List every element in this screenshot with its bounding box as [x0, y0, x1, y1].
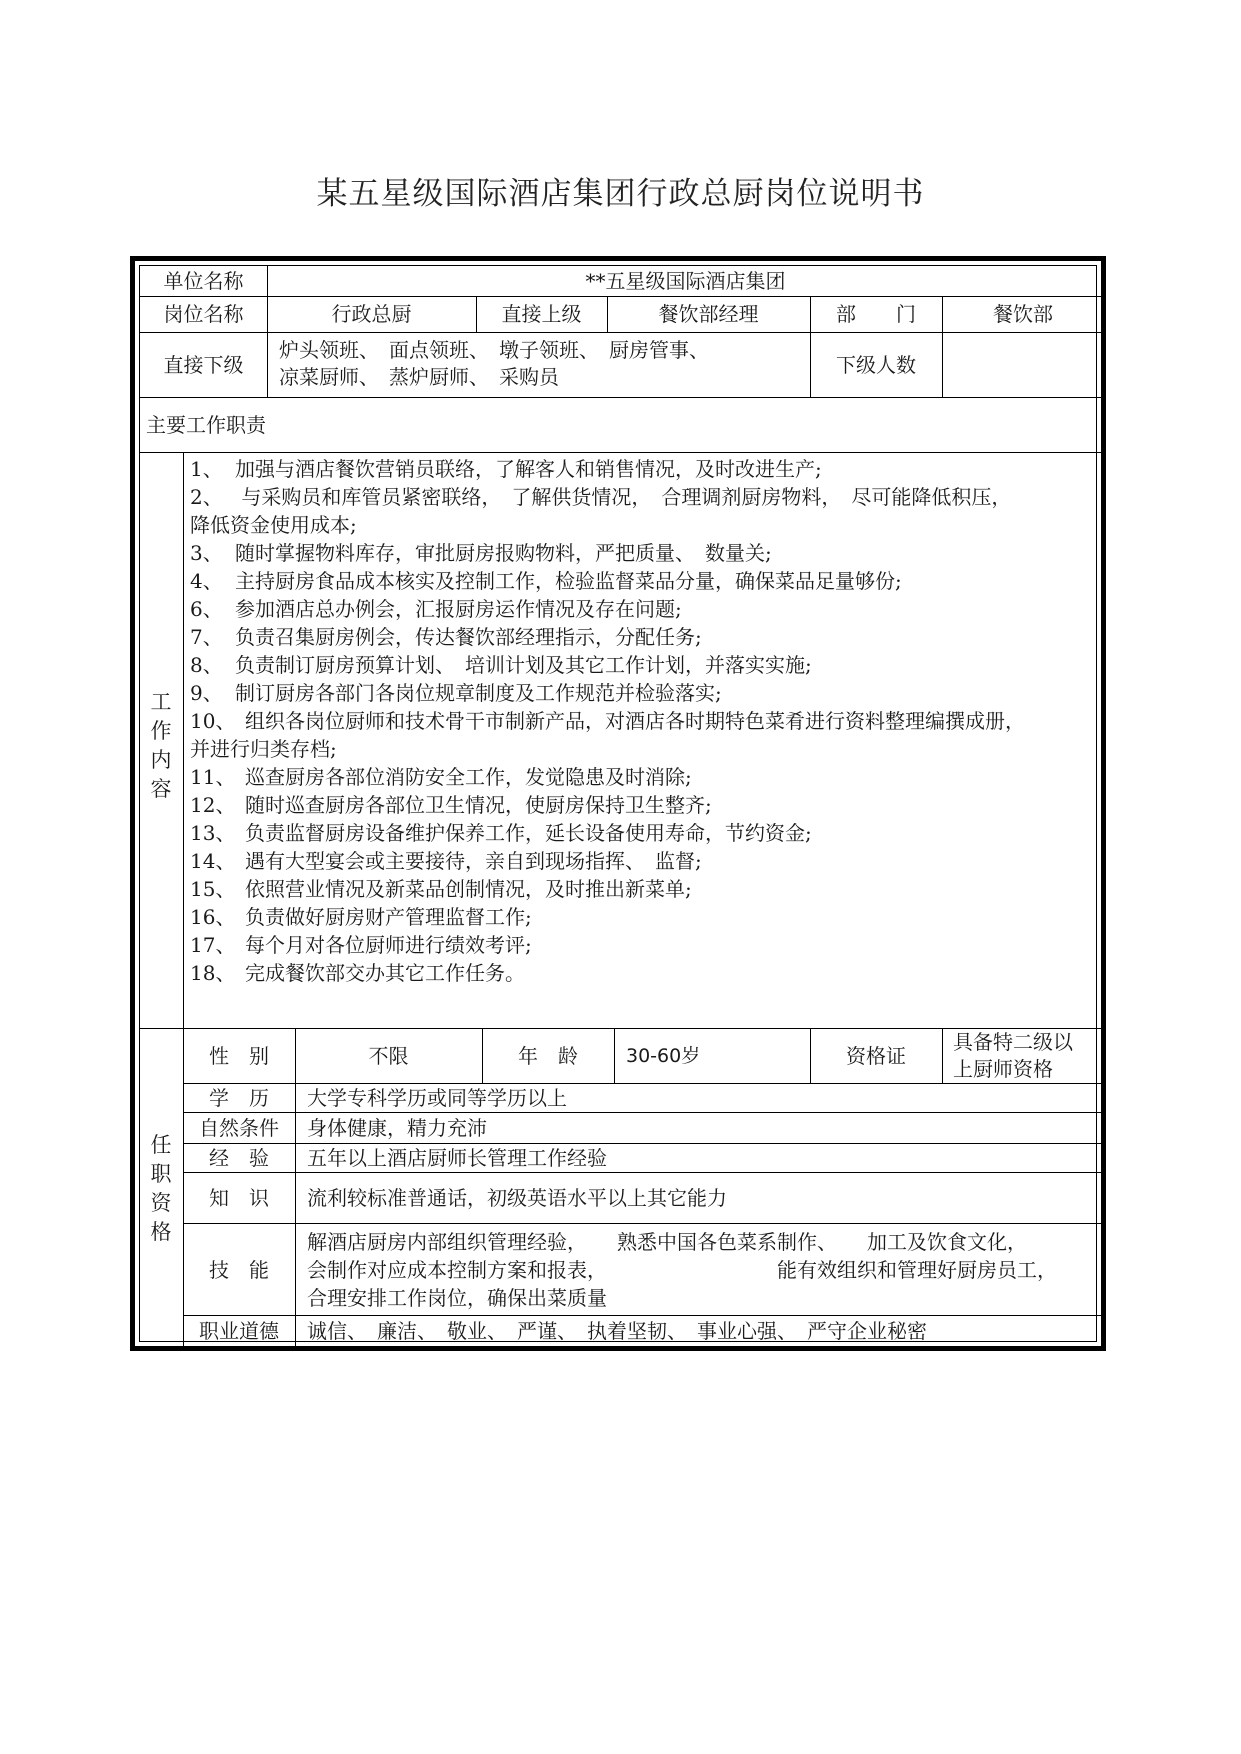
document-title: 某五星级国际酒店集团行政总厨岗位说明书 [316, 176, 925, 212]
gender-value: 不限 [368, 1044, 409, 1068]
duty-item: 18、 完成餐饮部交办其它工作任务。 [190, 961, 525, 985]
subordinate-label: 直接下级 [163, 353, 244, 377]
education-value: 大学专科学历或同等学历以上 [307, 1086, 567, 1110]
age-label: 年 龄 [518, 1044, 578, 1068]
knowledge-label: 知 识 [209, 1186, 269, 1210]
skills-label: 技 能 [209, 1258, 269, 1282]
duty-item: 4、 主持厨房食品成本核实及控制工作，检验监督菜品分量，确保菜品足量够份; [190, 569, 902, 593]
duty-item: 6、 参加酒店总办例会，汇报厨房运作情况及存在问题; [190, 597, 682, 621]
duty-item: 16、 负责做好厨房财产管理监督工作; [190, 905, 532, 929]
education-label: 学 历 [209, 1086, 269, 1110]
physical-condition-value: 身体健康，精力充沛 [307, 1116, 487, 1140]
duty-item: 12、 随时巡查厨房各部位卫生情况，使厨房保持卫生整齐; [190, 793, 712, 817]
department-value: 餐饮部 [993, 302, 1053, 326]
subordinate-line-1: 炉头领班、 面点领班、 墩子领班、 厨房管事、 [279, 338, 709, 362]
knowledge-value: 流利较标准普通话，初级英语水平以上其它能力 [307, 1186, 727, 1210]
age-value: 30-60岁 [626, 1045, 701, 1067]
skills-line-2: 会制作对应成本控制方案和报表， 能有效组织和管理好厨房员工， [307, 1258, 1057, 1282]
experience-label: 经 验 [209, 1146, 269, 1170]
duty-item: 11、 巡查厨房各部位消防安全工作，发觉隐患及时消除; [190, 765, 692, 789]
duty-item-continued: 降低资金使用成本; [190, 513, 357, 537]
duty-item: 8、 负责制订厨房预算计划、 培训计划及其它工作计划，并落实实施; [190, 653, 812, 677]
duty-item: 13、 负责监督厨房设备维护保养工作，延长设备使用寿命，节约资金; [190, 821, 812, 845]
position-name-label: 岗位名称 [163, 302, 244, 326]
duty-item: 2、 与采购员和库管员紧密联络， 了解供货情况， 合理调剂厨房物料， 尽可能降低积压， [190, 485, 1012, 509]
physical-condition-label: 自然条件 [199, 1116, 279, 1140]
skills-line-1: 解酒店厨房内部组织管理经验， 熟悉中国各色菜系制作、 加工及饮食文化， [307, 1230, 1027, 1254]
ethics-label: 职业道德 [199, 1319, 279, 1343]
skills-line-3: 合理安排工作岗位，确保出菜质量 [307, 1286, 607, 1310]
duty-item: 1、 加强与酒店餐饮营销员联络，了解客人和销售情况，及时改进生产; [190, 457, 822, 481]
duty-item: 14、 遇有大型宴会或主要接待，亲自到现场指挥、 监督; [190, 849, 702, 873]
duty-item: 17、 每个月对各位厨师进行绩效考评; [190, 933, 532, 957]
experience-value: 五年以上酒店厨师长管理工作经验 [307, 1146, 607, 1170]
duty-item: 3、 随时掌握物料库存，审批厨房报购物料，严把质量、 数量关; [190, 541, 772, 565]
gender-label: 性 别 [209, 1044, 269, 1068]
ethics-value: 诚信、 廉洁、 敬业、 严谨、 执着坚韧、 事业心强、 严守企业秘密 [307, 1319, 927, 1343]
subordinate-line-2: 凉菜厨师、 蒸炉厨师、 采购员 [279, 365, 559, 389]
subordinate-count-label: 下级人数 [836, 353, 916, 377]
work-content-label: 工作内容 [150, 690, 172, 801]
certificate-value-line-2: 上厨师资格 [953, 1057, 1053, 1081]
table-inner-frame [139, 265, 1097, 1342]
unit-name-value: **五星级国际酒店集团 [585, 269, 786, 293]
duty-item-continued: 并进行归类存档; [190, 737, 337, 761]
duty-item: 9、 制订厨房各部门各岗位规章制度及工作规范并检验落实; [190, 681, 722, 705]
duty-item: 15、 依照营业情况及新菜品创制情况，及时推出新菜单; [190, 877, 692, 901]
duty-item: 10、 组织各岗位厨师和技术骨干市制新产品，对酒店各时期特色菜肴进行资料整理编撰成册， [190, 709, 1025, 733]
job-description-table [130, 256, 1106, 1351]
department-label: 部 门 [836, 302, 916, 326]
duties-header: 主要工作职责 [146, 413, 266, 437]
unit-name-label: 单位名称 [163, 269, 244, 293]
superior-value: 餐饮部经理 [658, 302, 759, 326]
superior-label: 直接上级 [501, 302, 582, 326]
certificate-value-line-1: 具备特二级以 [953, 1030, 1073, 1054]
qualifications-label: 任职资格 [150, 1133, 172, 1244]
duty-item: 7、 负责召集厨房例会，传达餐饮部经理指示，分配任务; [190, 625, 702, 649]
position-name-value: 行政总厨 [331, 302, 412, 326]
certificate-label: 资格证 [846, 1044, 906, 1068]
